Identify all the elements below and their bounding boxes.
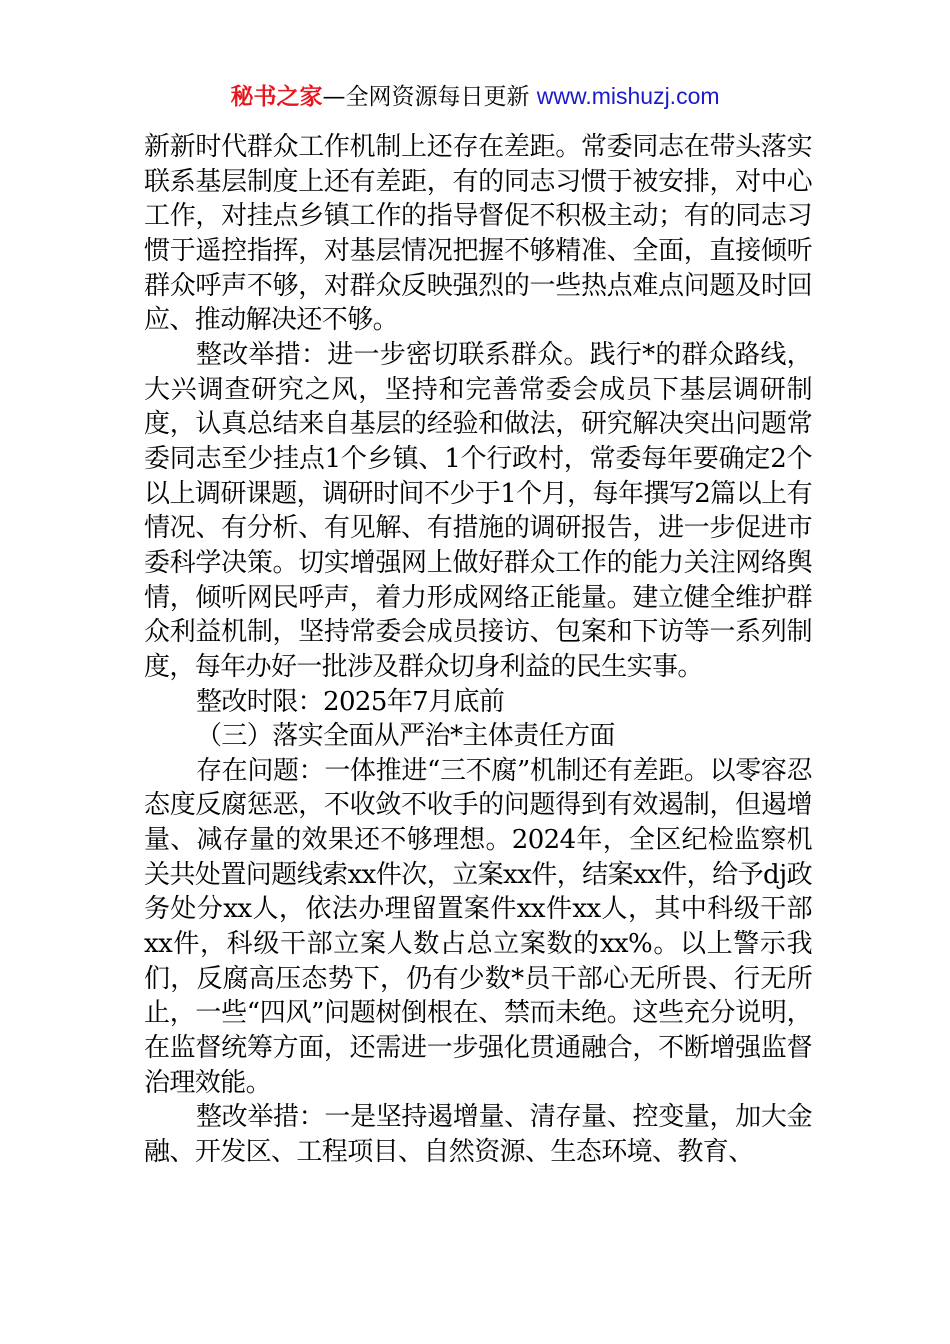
paragraph-existing-problems: 存在问题：一体推进“三不腐”机制还有差距。以零容忍态度反腐惩恶，不收敛不收手的问题得到有效遏制，但遏增量、减存量的效果还不够理想。2024年，全区纪检监察机关共处置问题线索xx件次，立案xx件，结案xx件，给予dj政务处分xx人，依法办理留置案件xx件xx人，其中科级干部xx件，科级干部立案人数占总立案数的xx%。以上警示我们，反腐高压态势下，仍有少数*员干部心无所畏、行无所止，一些“四风”问题树倒根在、禁而未绝。这些充分说明，在监督统筹方面，还需进一步强化贯通融合，不断增强监督治理效能。 <box>144 755 812 1098</box>
paragraph-rectification-measures: 整改举措：进一步密切联系群众。践行*的群众路线，大兴调查研究之风，坚持和完善常委会成员下基层调研制度，认真总结来自基层的经验和做法，研究解决突出问题常委同志至少挂点1个乡镇、1个行政村，常委每年要确定2个以上调研课题，调研时间不少于1个月，每年撰写2篇以上有情况、有分析、有见解、有措施的调研报告，进一步促进市委科学决策。切实增强网上做好群众工作的能力关注网络舆情，倾听网民呼声，着力形成网络正能量。建立健全维护群众利益机制，坚持常委会成员接访、包案和下访等一系列制度，每年办好一批涉及群众切身利益的民生实事。 <box>144 339 812 682</box>
section-heading-3: （三）落实全面从严治*主体责任方面 <box>196 721 615 752</box>
site-tagline: —全网资源每日更新 <box>322 84 537 110</box>
rectification-deadline: 整改时限：2025年7月底前 <box>196 686 505 717</box>
site-name: 秘书之家 <box>230 84 323 110</box>
page-header <box>0 80 950 113</box>
site-url-link[interactable]: www.mishuzj.com <box>536 83 720 109</box>
paragraph-rectification-measures-2: 整改举措：一是坚持遏增量、清存量、控变量，加大金融、开发区、工程项目、自然资源、生态环境、教育、 <box>144 1102 812 1168</box>
document-body <box>144 130 812 1170</box>
paragraph-problem-continued: 新新时代群众工作机制上还存在差距。常委同志在带头落实联系基层制度上还有差距，有的同志习惯于被安排，对中心工作，对挂点乡镇工作的指导督促不积极主动；有的同志习惯于遥控指挥，对基层情况把握不够精准、全面，直接倾听群众呼声不够，对群众反映强烈的一些热点难点问题及时回应、推动解决还不够。 <box>144 132 812 336</box>
